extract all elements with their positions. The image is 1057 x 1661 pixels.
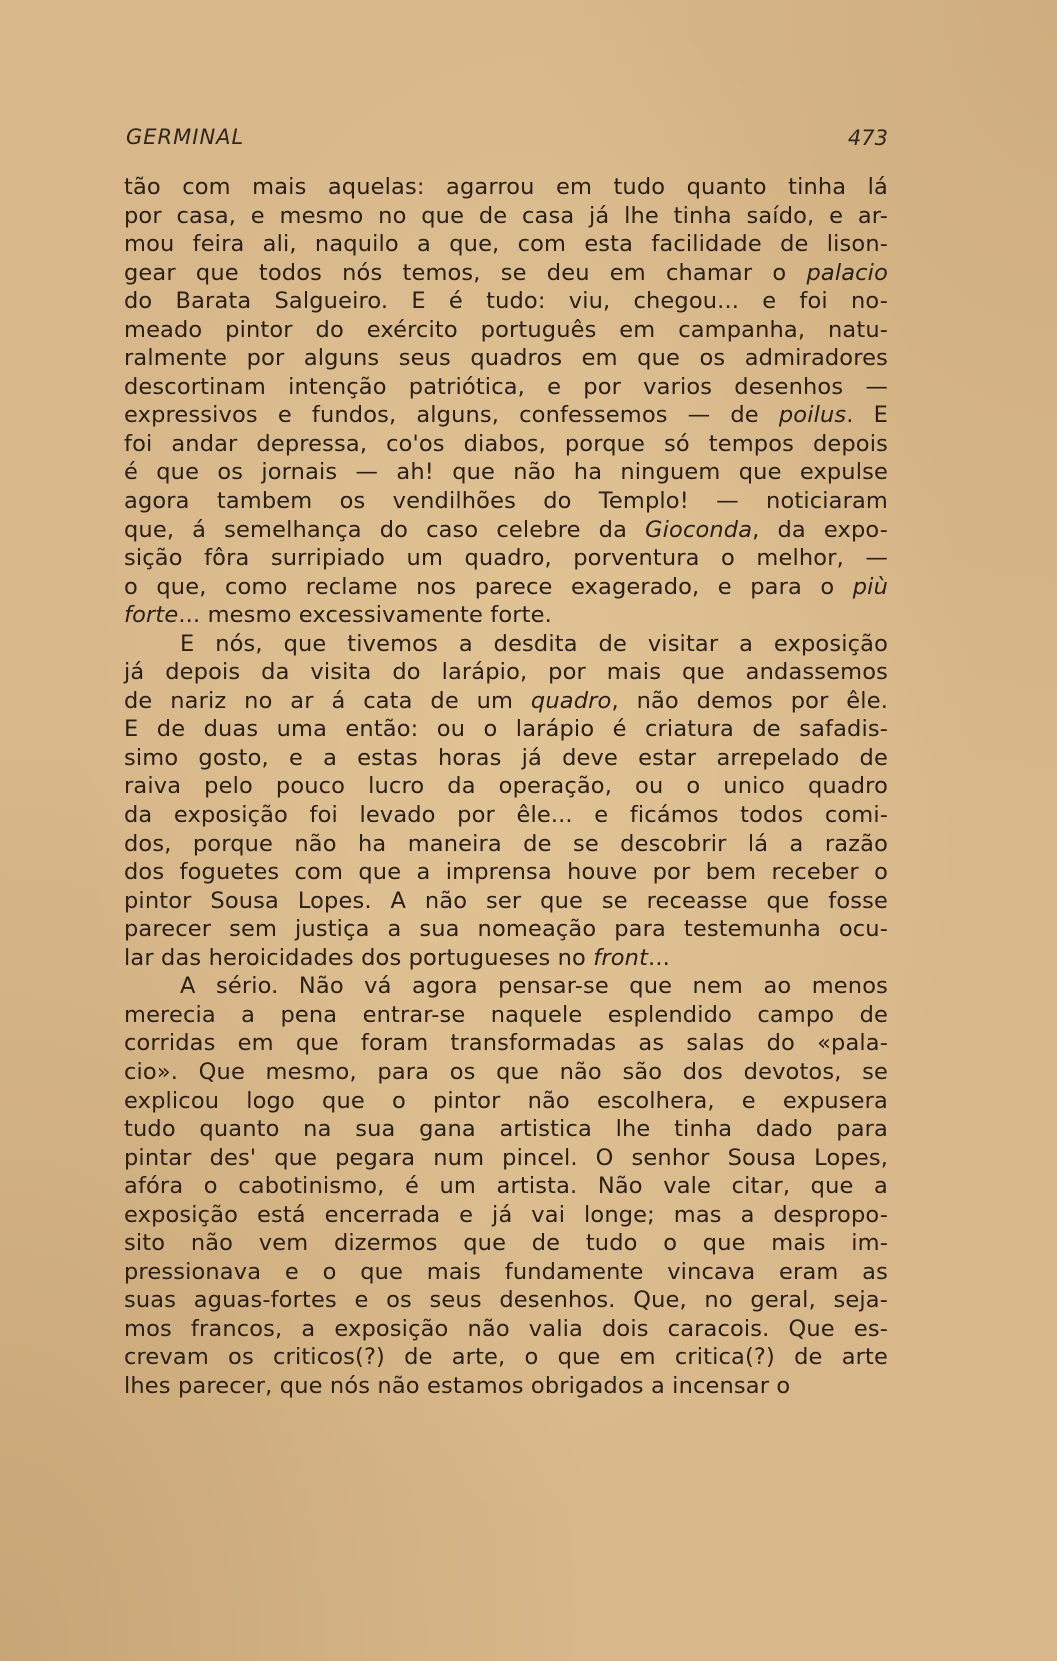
italic-phrase: Gioconda: [645, 516, 753, 543]
line-text: sição fôra surripiado um quadro, porventura o melhor, —: [124, 545, 888, 572]
line-text: meado pintor do exército português em campanha, natu-: [124, 316, 888, 343]
text-line: [124, 1029, 888, 1058]
line-text: suas aguas-fortes e os seus desenhos. Que, no geral, seja-: [124, 1287, 888, 1314]
text-line: [124, 1058, 888, 1087]
text-line: [124, 687, 888, 716]
text-line: [124, 1087, 888, 1116]
line-text: o que, como reclame nos parece exagerado, e para o: [124, 573, 853, 600]
line-text: afóra o cabotinismo, é um artista. Não vale citar, que a: [124, 1173, 888, 1200]
line-text: foi andar depressa, co'os diabos, porque só tempos depois: [124, 430, 888, 457]
line-text: exposição está encerrada e já vai longe; mas a despropo-: [124, 1201, 888, 1228]
text-line: [124, 744, 888, 773]
line-text: dos, porque não ha maneira de se descobrir lá a razão: [124, 830, 888, 857]
line-text: E de duas uma então: ou o larápio é criatura de safadis-: [124, 716, 888, 743]
line-text: explicou logo que o pintor não escolhera, e expusera: [124, 1087, 888, 1114]
text-line: [124, 630, 888, 659]
text-line: [124, 487, 888, 516]
text-line: [124, 287, 888, 316]
text-line: [124, 887, 888, 916]
line-text: crevam os criticos(?) de arte, o que em critica(?) de arte: [124, 1344, 888, 1371]
line-text: ...: [648, 944, 670, 971]
text-line: [124, 259, 888, 288]
page-number: 473: [847, 126, 888, 150]
line-text: do Barata Salgueiro. E é tudo: viu, chegou... e foi no-: [124, 288, 888, 315]
line-text: tão com mais aquelas: agarrou em tudo quanto tinha lá: [124, 174, 888, 200]
line-text: ralmente por alguns seus quadros em que os admiradores: [124, 345, 888, 372]
text-line: [124, 1343, 888, 1372]
line-text: por casa, e mesmo no que de casa já lhe tinha saído, e ar-: [124, 202, 888, 229]
line-text: da exposição foi levado por êle... e ficámos todos comi-: [124, 802, 888, 829]
text-line: [124, 344, 888, 373]
line-text: tudo quanto na sua gana artistica lhe tinha dado para: [124, 1116, 888, 1143]
text-line: [124, 230, 888, 259]
line-text: expressivos e fundos, alguns, confessemos — de: [124, 402, 779, 429]
line-text: , não demos por êle.: [611, 687, 888, 714]
text-line: [124, 316, 888, 345]
text-line: [124, 173, 888, 202]
text-line: [124, 1201, 888, 1230]
line-text: pintor Sousa Lopes. A não ser que se receasse que fosse: [124, 887, 888, 914]
italic-phrase: palacio: [806, 259, 888, 286]
text-line: [124, 858, 888, 887]
text-line: [124, 1315, 888, 1344]
text-line: [124, 601, 888, 630]
text-line: [124, 1172, 888, 1201]
page-header: [126, 125, 888, 155]
line-text: pressionava e o que mais fundamente vincava eram as: [124, 1258, 888, 1285]
text-line: [124, 373, 888, 402]
line-text: parecer sem justiça a sua nomeação para testemunha ocu-: [124, 916, 888, 943]
line-text: lar das heroicidades dos portugueses no: [124, 944, 594, 971]
italic-phrase: poilus: [778, 402, 847, 429]
text-line: [124, 944, 888, 973]
text-line: [124, 1372, 888, 1401]
text-line: [124, 544, 888, 573]
text-line: [124, 830, 888, 859]
line-text: lhes parecer, que nós não estamos obrigados a incensar o: [124, 1372, 791, 1399]
line-text: simo gosto, e a estas horas já deve estar arrepelado de: [124, 744, 888, 771]
text-line: [124, 516, 888, 545]
line-text: agora tambem os vendilhões do Templo! — noticiaram: [124, 488, 888, 515]
line-text: sito não vem dizermos que de tudo o que mais im-: [124, 1230, 888, 1257]
italic-phrase: più: [852, 573, 888, 600]
running-title: GERMINAL: [126, 125, 245, 149]
text-line: [124, 430, 888, 459]
text-line: [124, 1286, 888, 1315]
text-line: [124, 772, 888, 801]
text-line: [124, 972, 888, 1001]
line-text: gear que todos nós temos, se deu em chamar o: [124, 259, 807, 286]
text-line: [124, 1229, 888, 1258]
text-line: [124, 658, 888, 687]
line-text: mos francos, a exposição não valia dois caracois. Que es-: [124, 1315, 888, 1342]
line-text: mou feira ali, naquilo a que, com esta facilidade de lison-: [124, 231, 888, 258]
line-text: . E: [846, 402, 888, 429]
line-text: já depois da visita do larápio, por mais que andassemos: [124, 659, 888, 686]
line-text: A sério. Não vá agora pensar-se que nem ao menos: [180, 973, 888, 1000]
text-line: [124, 202, 888, 231]
text-line: [124, 715, 888, 744]
text-line: [124, 915, 888, 944]
line-text: ... mesmo excessivamente forte.: [178, 602, 552, 629]
line-text: descortinam intenção patriótica, e por varios desenhos —: [124, 373, 888, 400]
italic-phrase: forte: [124, 602, 179, 629]
text-line: [124, 1115, 888, 1144]
line-text: raiva pelo pouco lucro da operação, ou o unico quadro: [124, 773, 888, 800]
text-line: [124, 1144, 888, 1173]
body-text: [124, 173, 888, 1401]
line-text: E nós, que tivemos a desdita de visitar a exposição: [180, 630, 888, 657]
text-line: [124, 1001, 888, 1030]
text-line: [124, 573, 888, 602]
line-text: pintar des' que pegara num pincel. O senhor Sousa Lopes,: [124, 1144, 888, 1171]
text-line: [124, 401, 888, 430]
line-text: corridas em que foram transformadas as salas do «pala-: [124, 1030, 888, 1057]
line-text: merecia a pena entrar-se naquele esplendido campo de: [124, 1001, 888, 1028]
text-line: [124, 1258, 888, 1287]
line-text: é que os jornais — ah! que não ha ninguem que expulse: [124, 459, 888, 486]
line-text: , da expo-: [752, 516, 889, 543]
italic-phrase: quadro: [530, 687, 612, 714]
text-line: [124, 458, 888, 487]
italic-phrase: front: [593, 944, 649, 971]
line-text: cio». Que mesmo, para os que não são dos devotos, se: [124, 1058, 888, 1085]
line-text: que, á semelhança do caso celebre da: [124, 516, 646, 543]
text-line: [124, 801, 888, 830]
line-text: dos foguetes com que a imprensa houve por bem receber o: [124, 859, 888, 886]
line-text: de nariz no ar á cata de um: [124, 687, 531, 714]
